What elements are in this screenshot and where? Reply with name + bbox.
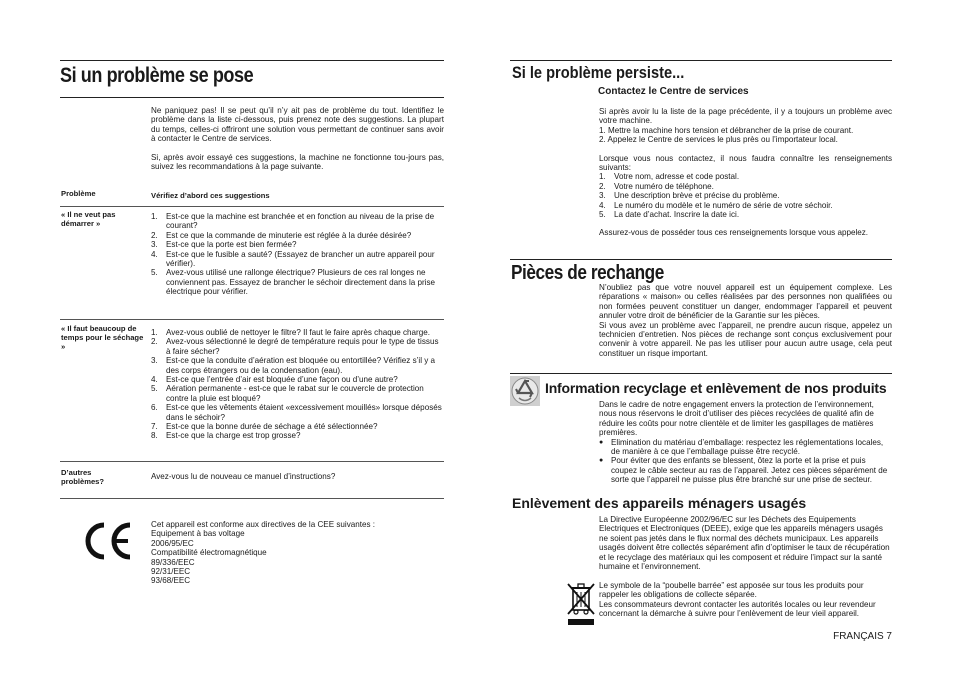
row-check-other: Avez-vous lu de nouveau ce manuel d’instructions? (151, 472, 336, 481)
top-rule-right (510, 60, 892, 61)
list-item: 4. Est-ce que l’entrée d’air est bloquée d’une façon ou d’une autre? (151, 375, 398, 385)
recycle-intro: Dans le cadre de notre engagement envers la protection de l’environnement, nous nous réservons le droit d’utiliser des pièces recyclées de qualité afin de réduire les coûts pour notre clientèle et de limiter les gaspillages de matières premières. (599, 400, 874, 438)
page-footer: FRANÇAIS 7 (833, 631, 892, 642)
contact-step: 1. Mettre la machine hors tension et débrancher de la prise de courant. (599, 125, 854, 135)
ce-line: 92/31/EEC (151, 567, 191, 577)
contact-intro: Si après avoir lu la liste de la page précédente, il y a toujours un problème avec votre machine. (599, 107, 892, 126)
row-problem-long-drying: « Il faut beaucoup de temps pour le séchage » (61, 324, 144, 351)
intro-paragraph-2: Si, après avoir essayé ces suggestions, la machine ne fonctionne tou-jours pas, suivez les recommandations à la page suivante. (151, 152, 444, 172)
ce-line: Cet appareil est conforme aux directives de la CEE suivantes : (151, 520, 376, 529)
contact-heading: Contactez le Centre de services (598, 86, 749, 97)
list-item: ● Elimination du matériau d’emballage: respectez les réglementations locales, de manière à ce que l’emballage puisse être recyclé. (599, 438, 892, 457)
list-item: 8. Est-ce que la charge est trop grosse? (151, 431, 301, 441)
weee-text: La Directive Européenne 2002/96/EC sur les Déchets des Equipements Electriques et Electroniques (DEEE), exige que les appareils ménagers usagés ne soient pas jetés dans le flux normal des déchets municipaux. Les appareils usagés doivent être collectés séparément afin d’optimiser le taux de récupération et le recyclage des matériaux qui les composent et réduire l’impact sur la santé humaine et l’environnement. (599, 515, 890, 572)
list-item: 1. Est-ce que la machine est branchée et en fonction au niveau de la prise de courant? (151, 212, 435, 231)
ce-line: 93/68/EEC (151, 576, 191, 586)
recycle-icon (510, 376, 540, 406)
contact-info-intro: Lorsque vous nous contactez, il nous faudra connaître les renseignements suivants: (599, 153, 892, 173)
list-item: 3. Une description brève et précise du problème. (599, 191, 780, 201)
list-item: 7. Est-ce que la bonne durée de séchage a été sélectionnée? (151, 422, 378, 432)
list-item: 3. Est-ce que la conduite d’aération est bloquée ou entortillée? Vérifiez s’il y a des corps étrangers ou de la condensation (eau). (151, 356, 436, 375)
list-item: 2. Est ce que la commande de minuterie est réglée à la durée désirée? (151, 230, 412, 240)
list-item: 1. Avez-vous oublié de nettoyer le filtre? Il faut le faire après chaque charge. (151, 328, 430, 337)
weee-consumer-text: Les consommateurs devront contacter les autorités locales ou leur revendeur concernant la démarche à suivre pour l’enlèvement de leur vieil appareil. (599, 599, 876, 619)
parts-paragraph: Si vous avez un problème avec l’appareil, ne prendre aucun risque, appelez un technicien d’entretien. Nos pièces de rechange sont conçus exclusivement pour convenir à votre appareil. Ne pas les utiliser pour aucun autre usage, cela peut constituer un risque important. (599, 320, 892, 358)
table-rule (60, 461, 444, 462)
contact-block (599, 107, 892, 238)
recycle-rule (510, 373, 892, 374)
row-problem-not-start: « Il ne veut pas démarrer » (61, 210, 116, 228)
parts-rule (510, 259, 892, 260)
parts-title: Pièces de rechange (511, 262, 664, 284)
list-item: 2. Votre numéro de téléphone. (599, 181, 714, 191)
intro-paragraph-1: Ne paniquez pas! Il se peut qu’il n’y ait pas de problème du tout. Identifiez le problème dans la liste ci-dessous, puis prenez note des suggestions. La plupart du temps, celles-ci offriront une solution vous permettant de continuer sans avoir à contacter le Centre de services. (151, 106, 444, 144)
list-item: 4. Est-ce que le fusible a sauté? (Essayez de brancher un autre appareil pour vérifier). (151, 249, 435, 269)
list-item: 4. Le numéro du modèle et le numéro de série de votre séchoir. (599, 200, 833, 210)
table-rule-bottom (60, 498, 444, 499)
list-item: 3. Est-ce que la porte est bien fermée? (151, 240, 297, 250)
list-item: 5. Aération permanente - est-ce que le rabat sur le couvercle de protection contre la pluie est bloqué? (151, 384, 424, 403)
top-rule-left (60, 60, 444, 61)
page-title: Si un problème se pose (60, 64, 254, 87)
list-item: ● Pour éviter que des enfants se blessent, ôtez la porte et la prise et puis coupez le câble secteur au ras de l’appareil. Jetez ces pièces séparément de sorte que l’appareil ne puisse plus être branché sur une prise de secteur. (599, 456, 892, 484)
list-item: 5. Avez-vous utilisé une rallonge électrique? Plusieurs de ces ral longes ne conviennent pas. Essayez de brancher le séchoir directement dans la prise électrique pour vérifier. (151, 268, 436, 297)
list-item: 1. Votre nom, adresse et code postal. (599, 172, 740, 182)
table-header-problem: Problème (61, 189, 96, 198)
table-rule (60, 206, 444, 207)
row-checklist-long-drying (151, 328, 444, 441)
ce-mark-icon (82, 521, 134, 561)
weee-symbol-text: Le symbole de la “poubelle barrée” est apposée sur tous les produits pour rappeler les obligations de collecte séparée. (599, 581, 864, 600)
ce-directives (151, 520, 444, 586)
list-item: 5. La date d’achat. Inscrire la date ici. (599, 210, 740, 220)
ce-line: 2006/95/EC (151, 538, 194, 548)
title-rule-left (60, 97, 444, 98)
list-item: 6. Est-ce que les vêtements étaient «excessivement mouillés» lorsque déposés dans le séchoir? (151, 403, 442, 422)
recycle-bullets (599, 438, 892, 485)
list-item: 2. Avez-vous sélectionné le degré de température requis pour le type de tissus à faire sécher? (151, 337, 439, 356)
parts-paragraph: N’oubliez pas que votre nouvel appareil est un équipement complexe. Les réparations « maison» ou celles réalisées par des personnes non qualifiées ou non formées peuvent constituer un danger, endommager l’appareil et peuvent annuler votre droit de bénéficier de la Garantie sur les pièces. (599, 283, 892, 321)
contact-info-list (599, 172, 892, 219)
row-checklist-not-start (151, 212, 444, 297)
weee-symbol-block (599, 581, 892, 619)
ce-line: Equipement à bas voltage (151, 529, 245, 539)
persist-title: Si le problème persiste... (512, 63, 685, 82)
recycle-title: Information recyclage et enlèvement de nos produits (545, 380, 887, 396)
parts-text (599, 283, 892, 358)
table-header-check: Vérifiez d’abord ces suggestions (151, 191, 270, 200)
ce-line: Compatibilité électromagnétique (151, 548, 267, 558)
ce-line: 89/336/EEC (151, 557, 195, 567)
contact-step: 2. Appelez le Centre de services le plus près ou l’importateur local. (599, 135, 838, 145)
row-problem-other: D’autres problèmes? (61, 468, 105, 486)
weee-title: Enlèvement des appareils ménagers usagés (512, 495, 807, 511)
contact-footer: Assurez-vous de posséder tous ces renseignements lorsque vous appelez. (599, 228, 869, 238)
intro-text (151, 106, 444, 171)
crossed-bin-icon (566, 582, 596, 626)
table-rule (60, 319, 444, 320)
recycle-block (599, 400, 892, 485)
